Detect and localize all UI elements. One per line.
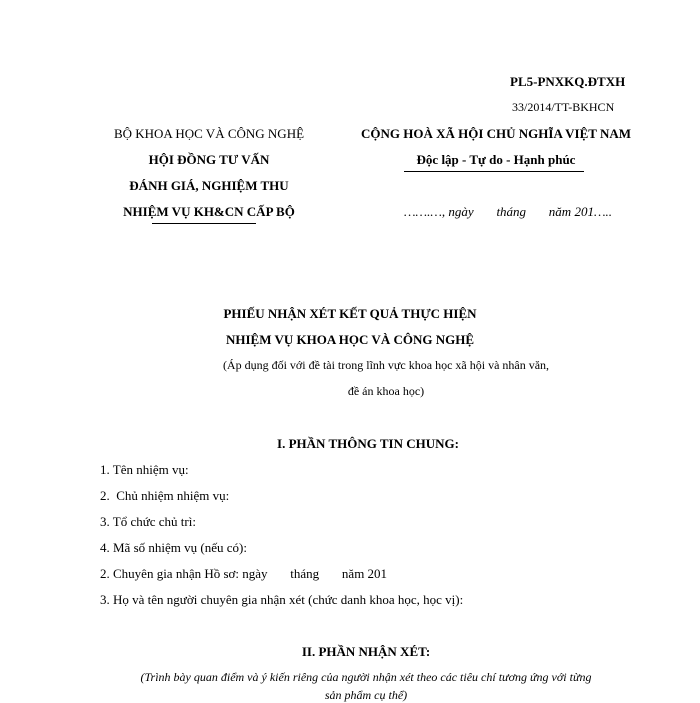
field-dossier-received: 2. Chuyên gia nhận Hồ sơ: ngày tháng năm 201 — [100, 566, 388, 581]
field-reviewer-name: 3. Họ và tên người chuyên gia nhận xét (chức danh khoa học, học vị): — [100, 592, 464, 607]
field-host-organization: 3. Tổ chức chủ trì: — [100, 514, 196, 529]
section2-heading: II. PHẦN NHẬN XÉT: — [301, 644, 431, 659]
scope-note-line2: đề án khoa học) — [347, 384, 425, 398]
left-header-underline — [152, 223, 256, 224]
title-line2: NHIỆM VỤ KHOA HỌC VÀ CÔNG NGHỆ — [226, 332, 474, 347]
council-name-line2: ĐÁNH GIÁ, NGHIỆM THU — [129, 178, 289, 193]
motto-underline — [404, 171, 584, 172]
title-line1: PHIẾU NHẬN XÉT KẾT QUẢ THỰC HIỆN — [223, 306, 477, 321]
form-code: PL5-PNXKQ.ĐTXH — [510, 74, 626, 89]
national-motto: Độc lập - Tự do - Hạnh phúc — [416, 152, 576, 167]
scope-note-line1: (Áp dụng đối với đề tài trong lĩnh vực khoa học xã hội và nhân văn, — [222, 358, 550, 372]
ministry-name: BỘ KHOA HỌC VÀ CÔNG NGHỆ — [113, 126, 305, 141]
place-date-line: …….…, ngày tháng năm 201….. — [404, 204, 613, 219]
country-name: CỘNG HOÀ XÃ HỘI CHỦ NGHĨA VIỆT NAM — [360, 126, 632, 141]
council-name-line1: HỘI ĐỒNG TƯ VẤN — [148, 152, 270, 167]
section1-heading: I. PHẦN THÔNG TIN CHUNG: — [277, 436, 459, 451]
section2-note-line1: (Trình bày quan điểm và ý kiến riêng của người nhận xét theo các tiêu chí tương ứng với từng — [140, 670, 592, 684]
field-task-leader: 2. Chủ nhiệm nhiệm vụ: — [100, 488, 230, 503]
field-task-code: 4. Mã số nhiệm vụ (nếu có): — [100, 540, 247, 555]
field-task-name: 1. Tên nhiệm vụ: — [100, 462, 189, 477]
council-name-line3: NHIỆM VỤ KH&CN CẤP BỘ — [123, 204, 295, 219]
circular-number: 33/2014/TT-BKHCN — [512, 100, 615, 114]
section2-note-line2: sản phẩm cụ thể) — [324, 688, 408, 702]
